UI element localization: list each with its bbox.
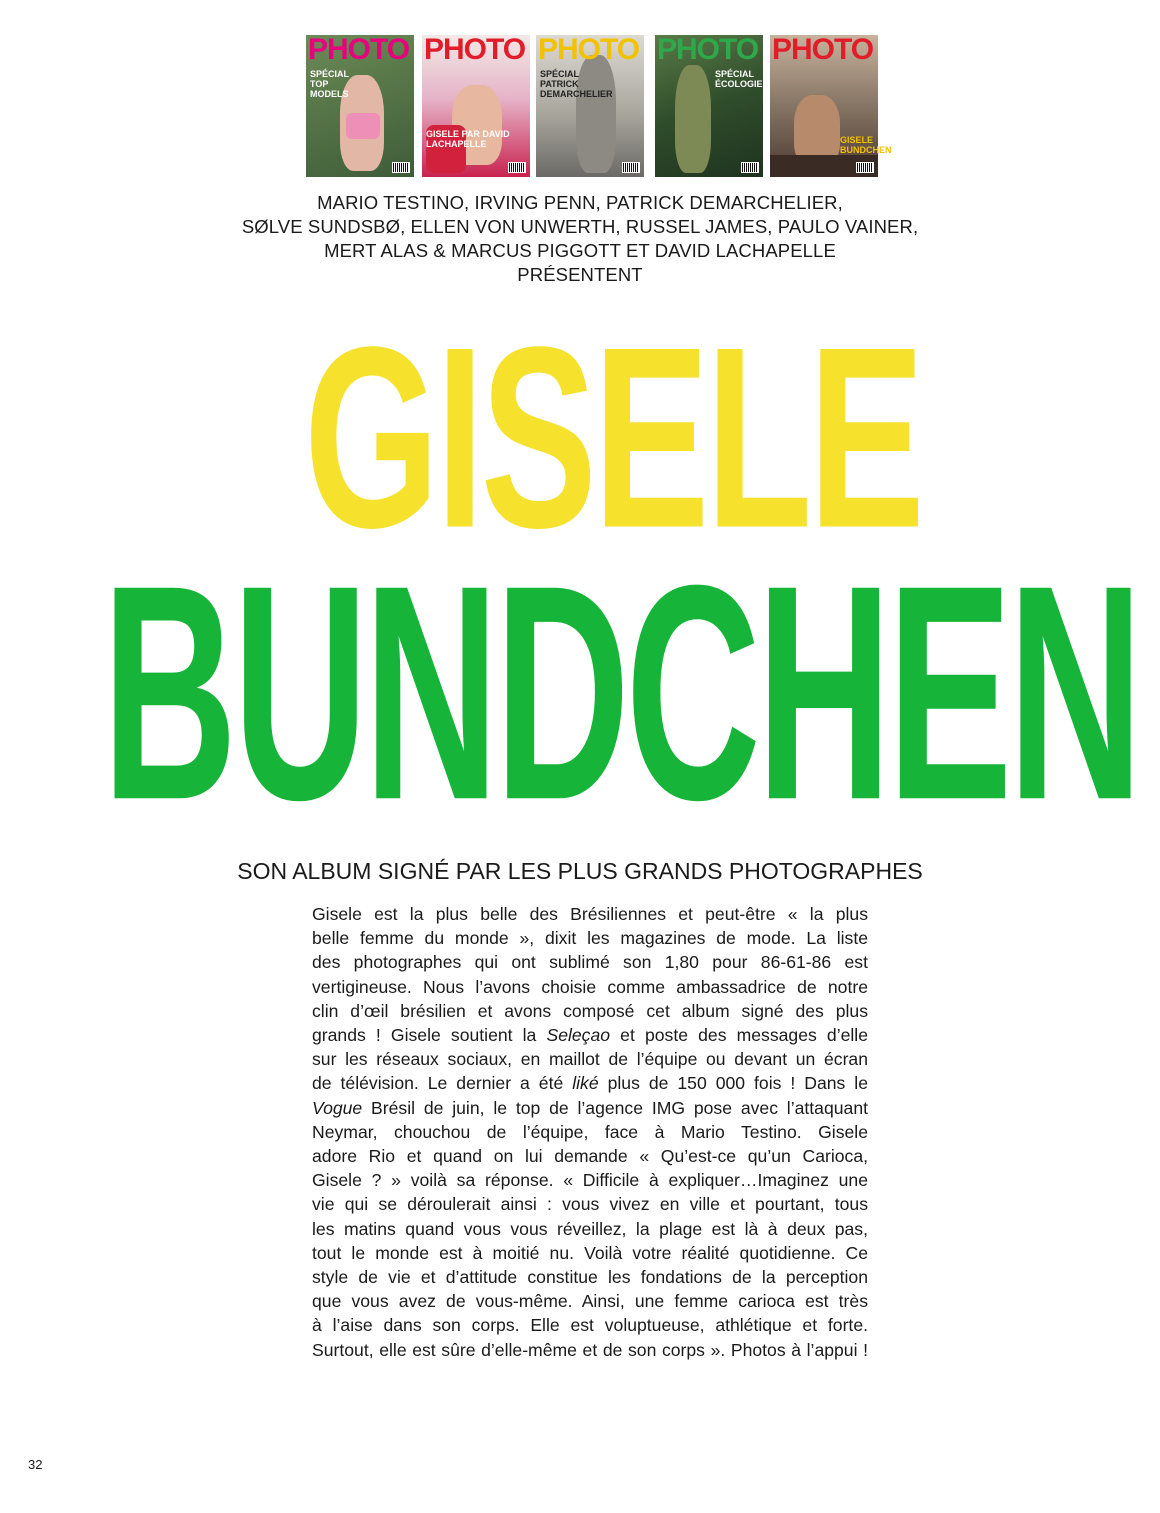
- barcode-icon: [622, 162, 640, 173]
- barcode-icon: [741, 162, 759, 173]
- magazine-covers-strip: [306, 33, 892, 177]
- credits-line: MARIO TESTINO, IRVING PENN, PATRICK DEMARCHELIER,: [317, 192, 843, 213]
- body-line: à l’aise dans son corps. Elle est voluptueuse, athlétique et forte.: [312, 1315, 868, 1336]
- cover-tagline: SPÉCIAL TOP MODELS: [310, 69, 349, 99]
- cover-tagline: GISELE BUNDCHEN: [840, 135, 892, 155]
- cover-tagline: SPÉCIAL ÉCOLOGIE: [715, 69, 763, 89]
- magazine-cover-4: [655, 35, 763, 177]
- magazine-cover-5: [770, 33, 892, 177]
- cover-tagline: SPÉCIAL PATRICK DEMARCHELIER: [540, 69, 613, 99]
- article-body: [312, 902, 868, 1362]
- magazine-cover-1: [306, 35, 414, 177]
- body-line: Vogue Brésil de juin, le top de l’agence IMG pose avec l’attaquant: [312, 1097, 868, 1118]
- magazine-cover-2: [422, 35, 530, 177]
- body-line: des photographes qui ont sublimé son 1,80 pour 86-61-86 est: [312, 952, 868, 973]
- body-line: les matins quand vous vous réveillez, la plage est là à deux pas,: [312, 1218, 868, 1239]
- body-line: vie qui se déroulerait ainsi : vous vivez en ville et pourtant, tous: [312, 1194, 868, 1215]
- body-line: adore Rio et quand on lui demande « Qu’est-ce qu’un Carioca,: [312, 1146, 868, 1167]
- barcode-icon: [856, 162, 874, 173]
- cover-masthead: PHOTO: [308, 33, 410, 66]
- cover-masthead: PHOTO: [657, 33, 759, 66]
- body-line: Gisele est la plus belle des Brésiliennes et peut-être « la plus: [312, 904, 868, 924]
- headline-last-name: BUNDCHEN: [102, 522, 1139, 864]
- body-line: Surtout, elle est sûre d’elle-même et de son corps ». Photos à l’appui !: [312, 1339, 868, 1360]
- credits-line: PRÉSENTENT: [517, 264, 643, 285]
- article-subtitle: SON ALBUM SIGNÉ PAR LES PLUS GRANDS PHOTOGRAPHES: [237, 858, 923, 884]
- body-line: Gisele ? » voilà sa réponse. « Difficile à expliquer…Imaginez une: [312, 1170, 868, 1191]
- page-number: 32: [28, 1457, 43, 1472]
- body-line: belle femme du monde », dixit les magazines de mode. La liste: [312, 928, 868, 949]
- magazine-cover-3: [536, 35, 644, 177]
- cover-masthead: PHOTO: [538, 33, 640, 66]
- body-line: Neymar, chouchou de l’équipe, face à Mario Testino. Gisele: [312, 1121, 868, 1142]
- body-line: vertigineuse. Nous l’avons choisie comme ambassadrice de notre: [312, 976, 868, 997]
- cover-masthead: PHOTO: [424, 33, 526, 66]
- body-line: que vous avez de vous-même. Ainsi, une femme carioca est très: [312, 1291, 868, 1312]
- credits-line: SØLVE SUNDSBØ, ELLEN VON UNWERTH, RUSSEL JAMES, PAULO VAINER,: [241, 216, 919, 237]
- body-line: tout le monde est à moitié nu. Voilà votre réalité quotidienne. Ce: [312, 1242, 868, 1263]
- photographer-credits: [230, 191, 930, 287]
- body-line: sur les réseaux sociaux, en maillot de l’équipe ou devant un écran: [312, 1049, 868, 1070]
- cover-masthead: PHOTO: [772, 33, 874, 66]
- cover-tagline: GISELE PAR DAVID LACHAPELLE: [426, 129, 510, 149]
- headline-first-name: GISELE: [304, 292, 922, 582]
- cover-swimsuit: [346, 113, 380, 139]
- body-line: clin d’œil brésilien et avons composé cet album signé des plus: [312, 1000, 868, 1021]
- body-line: grands ! Gisele soutient la Seleçao et poste des messages d’elle: [312, 1025, 868, 1046]
- barcode-icon: [508, 162, 526, 173]
- cover-model-figure: [675, 65, 711, 173]
- credits-line: MERT ALAS & MARCUS PIGGOTT ET DAVID LACHAPELLE: [324, 240, 836, 261]
- body-line: style de vie et d’attitude constitue les fondations de la perception: [312, 1267, 868, 1288]
- barcode-icon: [392, 162, 410, 173]
- body-line: de télévision. Le dernier a été liké plus de 150 000 fois ! Dans le: [312, 1073, 868, 1094]
